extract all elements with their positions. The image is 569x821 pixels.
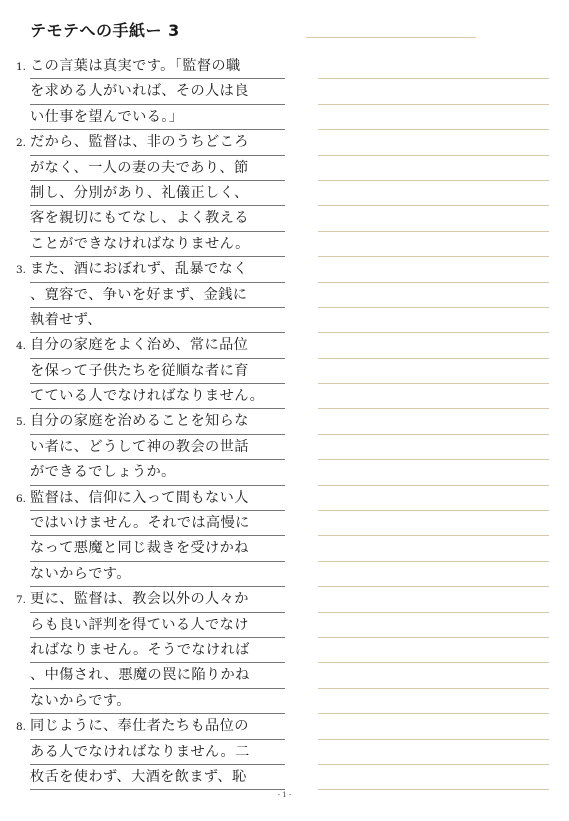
verse-text: 、中傷され、悪魔の罠に陥りかね: [30, 667, 250, 684]
verse-number: 5.: [16, 416, 27, 429]
text-line: [30, 460, 285, 485]
verse-text: ではいけません。それでは高慢に: [30, 515, 250, 532]
writing-line: [318, 740, 549, 765]
text-line: [30, 105, 285, 130]
verse-text: らも良い評判を得ている人でなけ: [30, 616, 249, 633]
writing-line: [318, 460, 549, 485]
verse-text: ればなりません。そうでなければ: [30, 641, 250, 658]
text-line: [30, 181, 285, 206]
verse-text: を求める人がいれば、その人は良: [30, 83, 249, 100]
text-line: [30, 536, 285, 561]
writing-line: [318, 562, 549, 587]
text-line: [16, 54, 285, 79]
text-line: [16, 130, 285, 155]
title-writing-line: [306, 37, 476, 38]
verse-text: だから、監督は、非のうちどころ: [30, 134, 249, 151]
writing-line: [318, 308, 549, 333]
text-line: [30, 740, 285, 765]
verse-number: 3.: [16, 264, 27, 277]
writing-line: [318, 536, 549, 561]
writing-line: [318, 663, 549, 688]
writing-line: [318, 232, 549, 257]
writing-line: [318, 257, 549, 282]
writing-line: [318, 765, 549, 790]
writing-line: [318, 181, 549, 206]
writing-line: [318, 714, 549, 739]
verse-text: 自分の家庭を治めることを知らな: [30, 413, 249, 430]
writing-line: [318, 105, 549, 130]
verse-text: 同じように、奉仕者たちも品位の: [30, 718, 249, 735]
verse-number: 6.: [16, 492, 27, 505]
verse-text: ができるでしょうか。: [30, 464, 176, 481]
verse-number: 4.: [16, 340, 27, 353]
page-title: テモテへの手紙ー 3: [30, 21, 180, 40]
verse-text: 更に、監督は、教会以外の人々か: [30, 591, 249, 608]
writing-line: [318, 613, 549, 638]
writing-line: [318, 206, 549, 231]
verse-text: 自分の家庭をよく治め、常に品位: [30, 337, 249, 354]
verse-text: ないからです。: [30, 692, 131, 709]
text-line: [30, 206, 285, 231]
verse-text: この言葉は真実です。「監督の職: [30, 58, 241, 74]
verse-text: ことができなければなりません。: [30, 235, 250, 252]
text-line: [30, 79, 285, 104]
text-line: [30, 613, 285, 638]
verse-text: 客を親切にもてなし、よく教える: [30, 210, 249, 227]
verse-text: なって悪魔と同じ裁きを受けかね: [30, 540, 249, 557]
text-line: [30, 765, 285, 790]
verse-text: 執着せず、: [30, 311, 102, 328]
verse-text: を保って子供たちを従順な者に育: [30, 362, 249, 379]
text-line: [30, 156, 285, 181]
writing-line: [318, 384, 549, 409]
writing-line: [318, 435, 549, 460]
verse-number: 8.: [16, 721, 27, 734]
text-line: [30, 511, 285, 536]
verse-number: 1.: [16, 61, 27, 73]
writing-line: [318, 359, 549, 384]
verse-number: 2.: [16, 137, 27, 150]
writing-line: [318, 54, 549, 79]
verse-text: がなく、一人の妻の夫であり、節: [30, 159, 249, 176]
verse-text: ないからです。: [30, 565, 131, 582]
text-line: [30, 359, 285, 384]
writing-line: [318, 79, 549, 104]
text-line: [16, 486, 285, 511]
verse-text: 、寛容で、争いを好まず、金銭に: [30, 286, 248, 303]
verse-text: てている人でなければなりません。: [30, 388, 265, 405]
text-line: [30, 384, 285, 409]
text-line: [30, 638, 285, 663]
text-line: [16, 409, 285, 434]
text-line: [30, 435, 285, 460]
writing-line: [318, 333, 549, 358]
text-line: [30, 283, 285, 308]
writing-line: [318, 511, 549, 536]
verse-text: い仕事を望んでいる。」: [30, 108, 184, 125]
writing-line: [318, 156, 549, 181]
writing-line: [318, 130, 549, 155]
verse-text: 枚舌を使わず、大酒を飲まず、恥: [30, 768, 247, 785]
text-line: [30, 308, 285, 333]
text-line: [30, 562, 285, 587]
scripture-text-column: [0, 54, 300, 790]
page-number: - 1 -: [277, 791, 292, 799]
writing-line: [318, 283, 549, 308]
copy-writing-column: [318, 54, 549, 790]
text-line: [30, 663, 285, 688]
writing-line: [318, 409, 549, 434]
verse-text: 制し、分別があり、礼儀正しく、: [30, 184, 249, 201]
text-line: [30, 232, 285, 257]
verse-text: 監督は、信仰に入って間もない人: [30, 489, 249, 506]
verse-number: 7.: [16, 594, 27, 607]
text-line: [16, 257, 285, 282]
text-line: [16, 714, 285, 739]
writing-line: [318, 486, 549, 511]
text-line: [16, 333, 285, 358]
writing-line: [318, 638, 549, 663]
verse-text: い者に、どうして神の教会の世話: [30, 438, 249, 455]
text-line: [16, 587, 285, 612]
writing-line: [318, 689, 549, 714]
writing-line: [318, 587, 549, 612]
verse-text: ある人でなければなりません。二: [30, 743, 250, 760]
verse-text: また、酒におぼれず、乱暴でなく: [30, 261, 248, 278]
text-line: [30, 689, 285, 714]
